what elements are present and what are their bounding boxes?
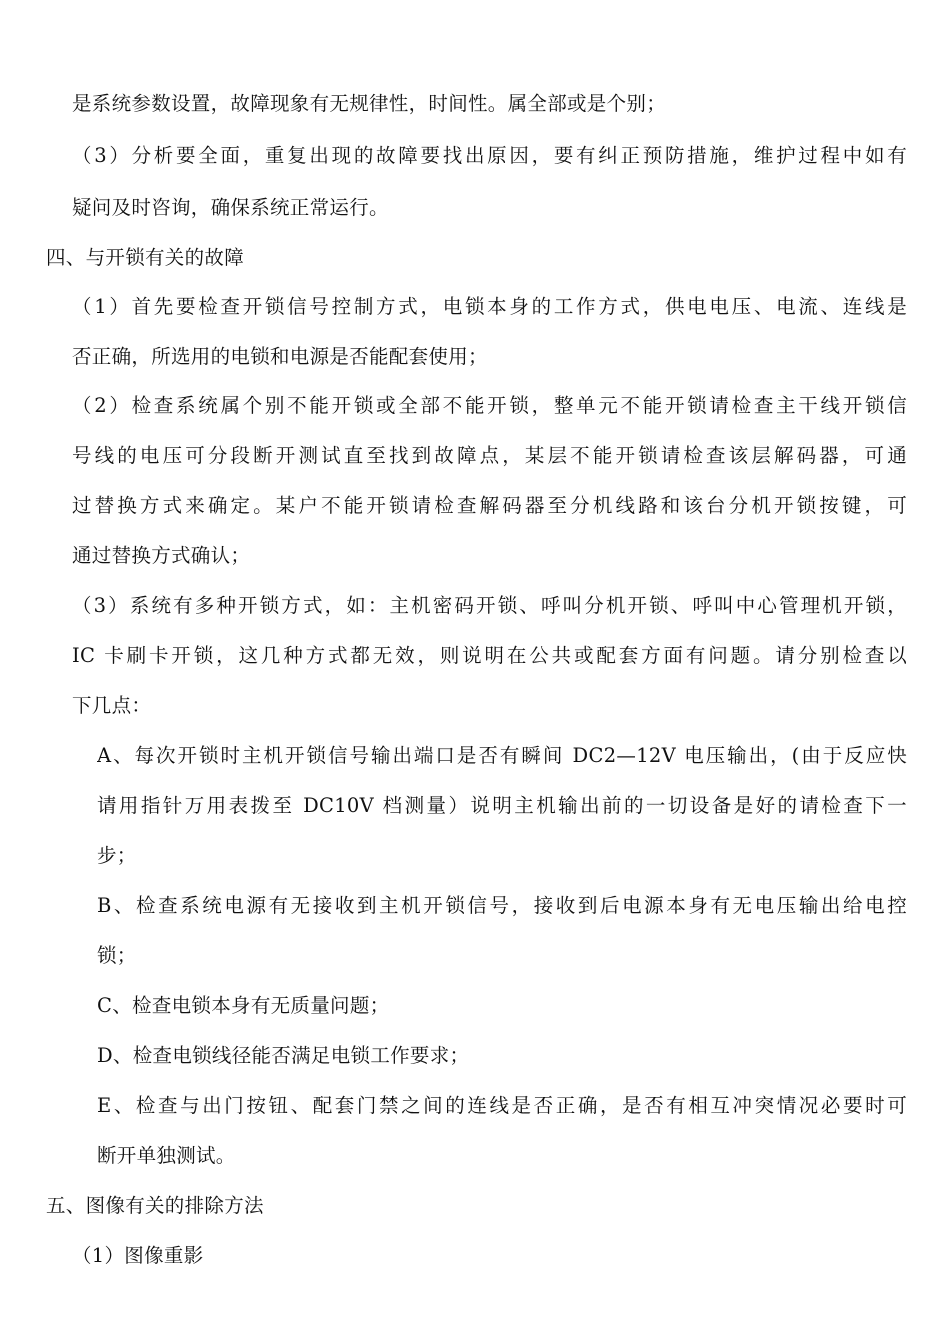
list-item-c: C、检查电锁本身有无质量问题； <box>97 994 390 1017</box>
list-item-e-line-1: E、检查与出门按钮、配套门禁之间的连线是否正确，是否有相互冲突情况必要时可 <box>97 1094 907 1117</box>
text-line-12: IC 卡刷卡开锁，这几种方式都无效，则说明在公共或配套方面有问题。请分别检查以 <box>72 644 907 667</box>
text-line-8: 号线的电压可分段断开测试直至找到故障点，某层不能开锁请检查该层解码器，可通 <box>72 444 907 467</box>
list-item-a-line-1: A、每次开锁时主机开锁信号输出端口是否有瞬间 DC2—12V 电压输出，(由于反应快 <box>97 744 907 767</box>
list-item-a-line-3: 步； <box>97 844 137 867</box>
text-line-1: 是系统参数设置，故障现象有无规律性，时间性。属全部或是个别； <box>72 92 667 115</box>
list-item-d: D、检查电锁线径能否满足电锁工作要求； <box>97 1044 470 1067</box>
subheading-image-ghosting: （1）图像重影 <box>72 1244 204 1267</box>
list-item-e-line-2: 断开单独测试。 <box>97 1144 236 1167</box>
text-line-5: （1）首先要检查开锁信号控制方式，电锁本身的工作方式，供电电压、电流、连线是 <box>72 295 907 318</box>
list-item-b-line-1: B、检查系统电源有无接收到主机开锁信号，接收到后电源本身有无电压输出给电控 <box>97 894 907 917</box>
text-line-10: 通过替换方式确认； <box>72 544 251 567</box>
section-heading-5: 五、图像有关的排除方法 <box>46 1194 264 1217</box>
section-heading-4: 四、与开锁有关的故障 <box>46 246 245 269</box>
text-line-13: 下几点： <box>72 694 152 717</box>
list-item-b-line-2: 锁； <box>97 944 137 967</box>
text-line-9: 过替换方式来确定。某户不能开锁请检查解码器至分机线路和该台分机开锁按键，可 <box>72 494 907 517</box>
list-item-a-line-2: 请用指针万用表拨至 DC10V 档测量）说明主机输出前的一切设备是好的请检查下一 <box>97 794 907 817</box>
text-line-3: 疑问及时咨询，确保系统正常运行。 <box>72 196 389 219</box>
text-line-7: （2）检查系统属个别不能开锁或全部不能开锁，整单元不能开锁请检查主干线开锁信 <box>72 394 907 417</box>
text-line-2: （3）分析要全面，重复出现的故障要找出原因，要有纠正预防措施，维护过程中如有 <box>72 144 907 167</box>
text-line-6: 否正确，所选用的电锁和电源是否能配套使用； <box>72 345 488 368</box>
text-line-11: （3）系统有多种开锁方式，如：主机密码开锁、呼叫分机开锁、呼叫中心管理机开锁， <box>72 594 907 617</box>
